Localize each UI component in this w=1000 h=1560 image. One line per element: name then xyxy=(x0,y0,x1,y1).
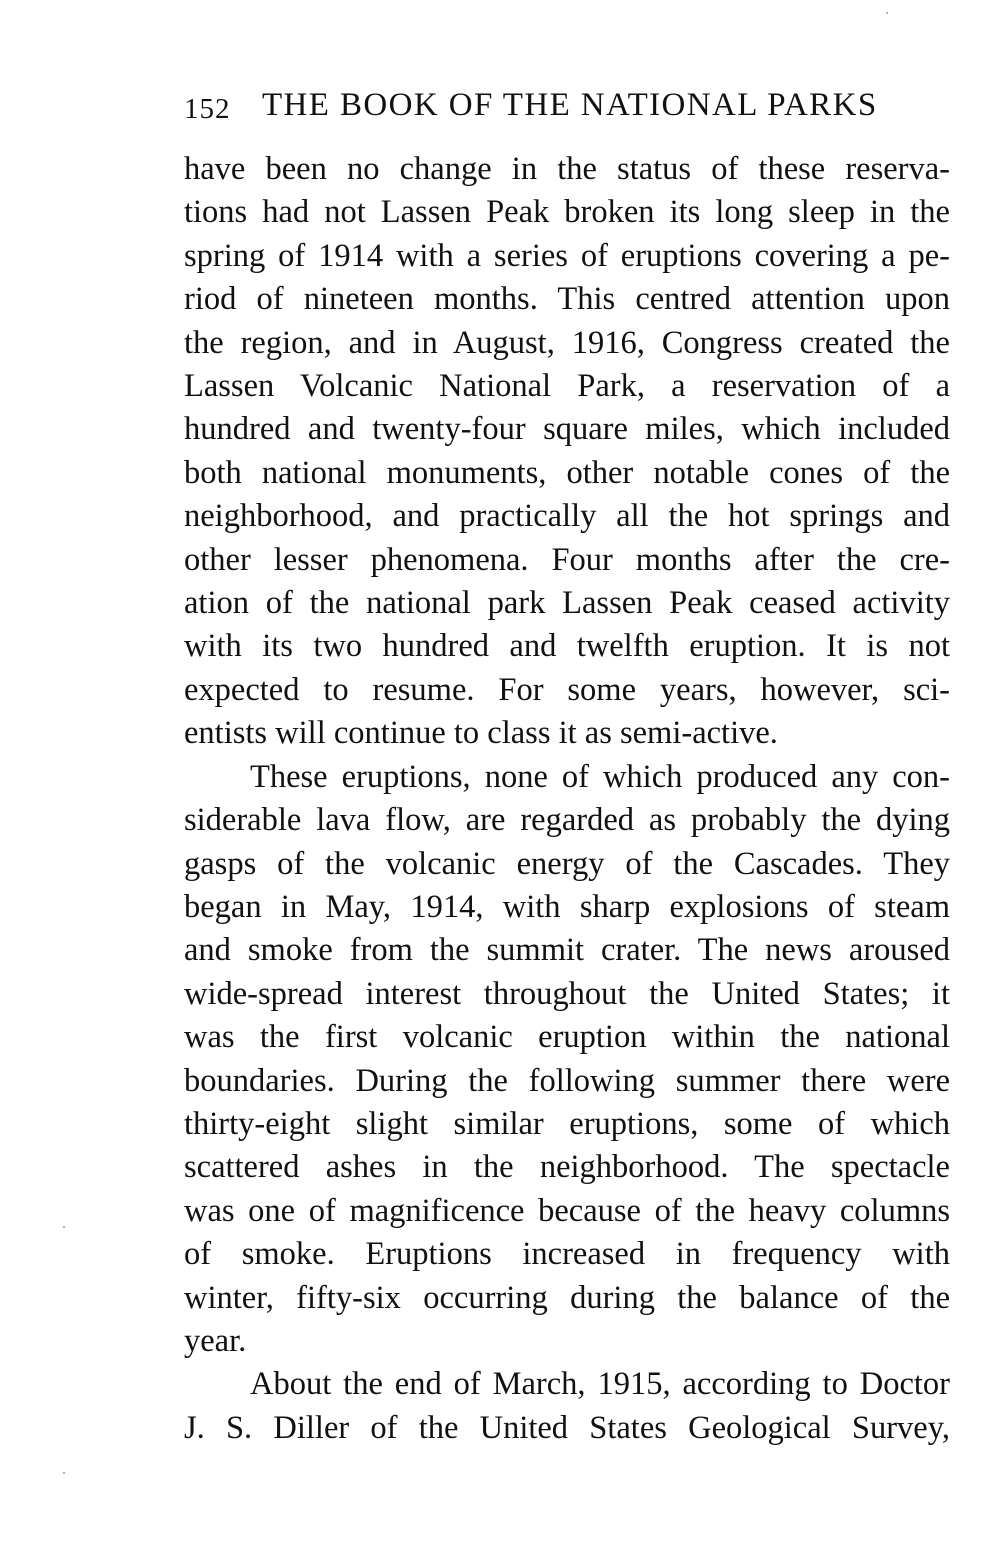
text-line: spring of 1914 with a series of eruptions covering a pe- xyxy=(184,237,950,274)
text-line: boundaries. During the following summer there were xyxy=(184,1062,950,1099)
text-line: the region, and in August, 1916, Congress created the xyxy=(184,324,950,361)
text-line: year. xyxy=(184,1322,247,1359)
running-head: THE BOOK OF THE NATIONAL PARKS xyxy=(262,87,878,123)
text-line: Lassen Volcanic National Park, a reservation of a xyxy=(184,368,950,405)
page-header xyxy=(184,87,954,131)
text-line: gasps of the volcanic energy of the Cascades. They xyxy=(184,845,950,882)
paragraph-2 xyxy=(184,756,950,1364)
text-line: both national monuments, other notable cones of the xyxy=(184,454,950,491)
body-text xyxy=(184,148,950,1450)
scan-speck xyxy=(886,12,888,14)
text-line: of smoke. Eruptions increased in frequency with xyxy=(184,1236,950,1273)
text-line: J. S. Diller of the United States Geological Survey, xyxy=(184,1409,950,1446)
text-line: was the first volcanic eruption within the national xyxy=(184,1019,950,1056)
text-line: and smoke from the summit crater. The news aroused xyxy=(184,932,950,969)
page-number: 152 xyxy=(184,93,231,125)
text-line: siderable lava flow, are regarded as probably the dying xyxy=(184,802,950,839)
text-line: scattered ashes in the neighborhood. The spectacle xyxy=(184,1149,950,1186)
text-line: riod of nineteen months. This centred attention upon xyxy=(184,281,950,318)
paragraph-1 xyxy=(184,148,950,756)
text-line: hundred and twenty-four square miles, which included xyxy=(184,411,950,448)
text-line: neighborhood, and practically all the hot springs and xyxy=(184,498,950,535)
text-line: expected to resume. For some years, however, sci- xyxy=(184,671,950,708)
text-line: began in May, 1914, with sharp explosions of steam xyxy=(184,888,950,925)
text-line: tions had not Lassen Peak broken its long sleep in the xyxy=(184,194,950,231)
text-line: wide-spread interest throughout the United States; it xyxy=(184,975,950,1012)
paragraph-3 xyxy=(184,1363,950,1450)
text-line: entists will continue to class it as semi-active. xyxy=(184,715,778,752)
text-line: have been no change in the status of these reserva- xyxy=(184,151,950,187)
text-line: thirty-eight slight similar eruptions, some of which xyxy=(184,1105,950,1142)
text-line: About the end of March, 1915, according to Doctor xyxy=(250,1366,950,1403)
scan-speck xyxy=(63,1472,65,1474)
scan-speck xyxy=(63,1226,65,1228)
text-line: These eruptions, none of which produced any con- xyxy=(250,758,950,795)
text-line: other lesser phenomena. Four months after the cre- xyxy=(184,541,950,578)
text-line: was one of magnificence because of the heavy columns xyxy=(184,1192,950,1229)
text-line: ation of the national park Lassen Peak ceased activity xyxy=(184,585,950,622)
text-line: with its two hundred and twelfth eruption. It is not xyxy=(184,628,950,665)
text-line: winter, fifty-six occurring during the balance of the xyxy=(184,1279,950,1316)
